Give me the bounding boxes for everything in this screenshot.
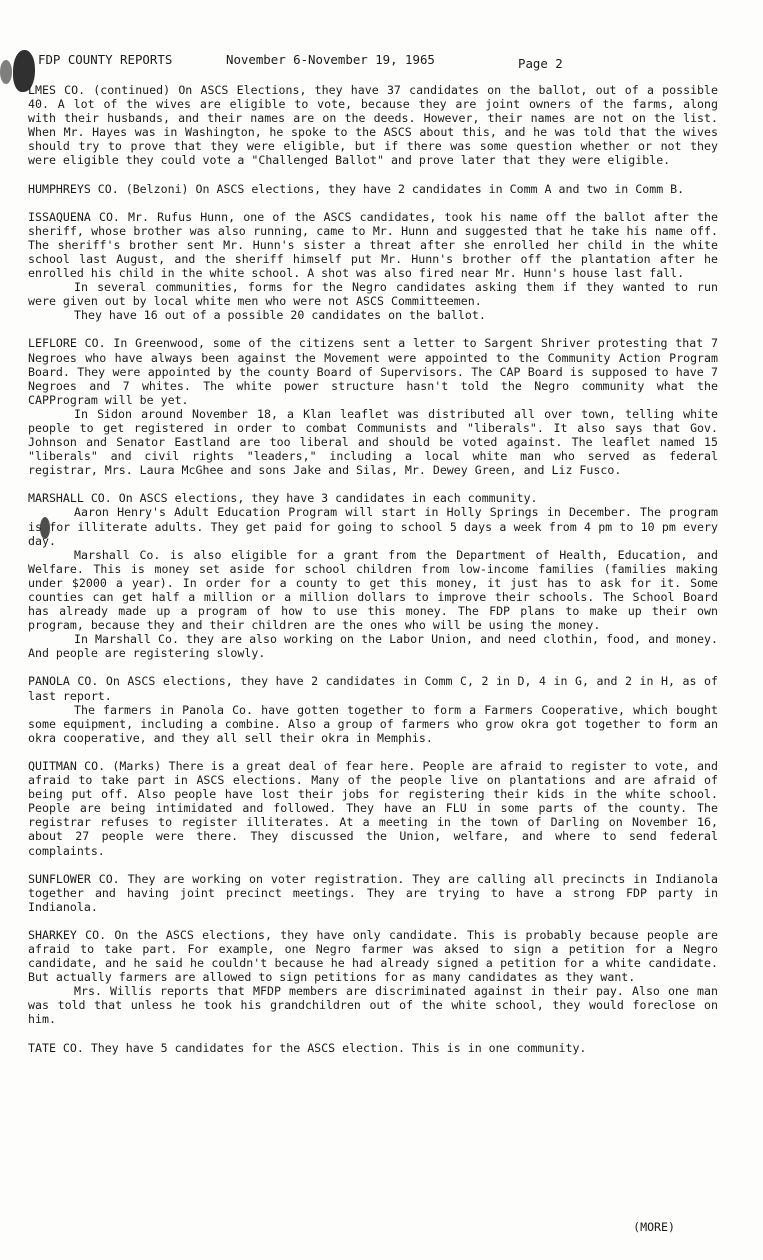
more-marker: (MORE): [633, 1220, 675, 1234]
paragraph: In Sidon around November 18, a Klan leaflet was distributed all over town, telling white people to get registered in order to combat Communists and "liberals". It also says that Gov. Johnson and Senator Eastland are too liberal and should be voted against. The leaflet named 15 "liberals" and civil rights "leaders," including a local white man who served as federal registrar, Mrs. Laura McGhee and sons Jake and Silas, Mr. Dewey Green, and Liz Fusco.: [28, 406, 718, 478]
paragraph: They have 16 out of a possible 20 candidates on the ballot.: [74, 308, 486, 323]
paragraph: ISSAQUENA CO. Mr. Rufus Hunn, one of the ASCS candidates, took his name off the ballot after the sheriff, whose brother was also running, came to Mr. Hunn and suggested that he take his name off. The sheriff's brother sent Mr. Hunn's sister a threat after she enrolled her child in the white school last August, and the sheriff himself put Mr. Hunn's brother off the plantation after he enrolled his child in the white school. A shot was also fired near Mr. Hunn's house last fall.: [28, 209, 718, 281]
paragraph: Aaron Henry's Adult Education Program will start in Holly Springs in December. The program is for illiterate adults. They get paid for going to school 5 days a week from 4 pm to 10 pm every day.: [28, 505, 718, 548]
paragraph: PANOLA CO. On ASCS elections, they have 2 candidates in Comm C, 2 in D, 4 in G, and 2 in H, as of last report.: [28, 674, 718, 703]
paragraph: The farmers in Panola Co. have gotten together to form a Farmers Cooperative, which bought some equipment, including a combine. Also a group of farmers who grow okra got together to form an okra cooperative, and they all sell their okra in Memphis.: [28, 702, 718, 745]
section-quitman: [28, 759, 718, 858]
report-title: FDP COUNTY REPORTS: [38, 52, 173, 67]
paragraph: In several communities, forms for the Negro candidates asking them if they wanted to run were given out by local white men who were not ASCS Committeemen.: [28, 280, 718, 309]
paragraph: TATE CO. They have 5 candidates for the ASCS election. This is in one community.: [28, 1040, 587, 1055]
section-panola: [28, 674, 718, 744]
paragraph: LEFLORE CO. In Greenwood, some of the citizens sent a letter to Sargent Shriver protesting that 7 Negroes who have always been against the Movement were appointed to the Community Action Program Board. They were appointed by the county Board of Supervisors. The CAP Board is supposed to have 7 Negroes and 7 whites. The white power structure hasn't told the Negro community what the CAPProgram will be yet.: [28, 336, 718, 407]
report-dates: November 6-November 19, 1965: [226, 52, 435, 67]
paragraph: In Marshall Co. they are also working on the Labor Union, and need clothin, food, and money. And people are registering slowly.: [28, 632, 718, 661]
section-tate: [28, 1041, 718, 1055]
section-sharkey: [28, 928, 718, 1027]
paragraph: HUMPHREYS CO. (Belzoni) On ASCS elections, they have 2 candidates in Comm A and two in Comm B.: [28, 181, 685, 196]
page-number: Page 2: [518, 56, 563, 71]
section-marshall: [28, 491, 718, 660]
section-holmes: [28, 83, 718, 168]
paragraph: Marshall Co. is also eligible for a grant from the Department of Health, Education, and Welfare. This is money set aside for school children from low-income families (families making under $2000 a year). In order for a county to get this money, it just has to ask for it. Some counties can get half a million or a million dollars to improve their schools. The School Board has already made up a program of how to use this money. The FDP plans to make up their own program, because they and their children are the ones who will be using the money.: [28, 547, 718, 633]
ink-smudge: [0, 60, 12, 84]
report-body: [28, 83, 718, 1069]
section-issaquena: [28, 210, 718, 323]
section-humphreys: [28, 182, 718, 196]
paragraph: SUNFLOWER CO. They are working on voter registration. They are calling all precincts in Indianola together and having joint precinct meetings. They are trying to have a strong FDP party in Indianola.: [28, 871, 718, 914]
paragraph: MARSHALL CO. On ASCS elections, they have 3 candidates in each community.: [28, 491, 538, 506]
paragraph: SHARKEY CO. On the ASCS elections, they have only candidate. This is probably because people are afraid to take part. For example, one Negro farmer was aksed to sign a petition for a Negro candidate, and he said he couldn't because he had already signed a petition for a white candidate. But actually farmers are allowed to sign petitions for as many candidates as they want.: [28, 927, 718, 985]
paragraph: Mrs. Willis reports that MFDP members are discriminated against in their pay. Also one man was told that unless he took his grandchildren out of the white school, they would foreclose on him.: [28, 984, 718, 1027]
paragraph: QUITMAN CO. (Marks) There is a great deal of fear here. People are afraid to register to vote, and afraid to take part in ASCS elections. Many of the people live on plantations and are afraid of being put off. Also people have lost their jobs for registering their kids in the white school. People are being intimidated and followed. They have an FLU in some parts of the county. The registrar refuses to register illiterates. At a meeting in the town of Darling on November 16, about 27 people were there. They discussed the Union, welfare, and where to send federal complaints.: [28, 758, 718, 858]
section-leflore: [28, 336, 718, 477]
paragraph: LMES CO. (continued) On ASCS Elections, they have 37 candidates on the ballot, out of a possible 40. A lot of the wives are eligible to vote, because they are joint owners of the farms, along with their husbands, and their names are on the deeds. However, their names are not on the list. When Mr. Hayes was in Washington, he spoke to the ASCS about this, and he was told that the wives should try to prove that they were eligible, but if there was some question whether or not they were eligible they could vote a "Challenged Ballot" and prove later that they were eligible.: [28, 83, 718, 168]
section-sunflower: [28, 872, 718, 914]
